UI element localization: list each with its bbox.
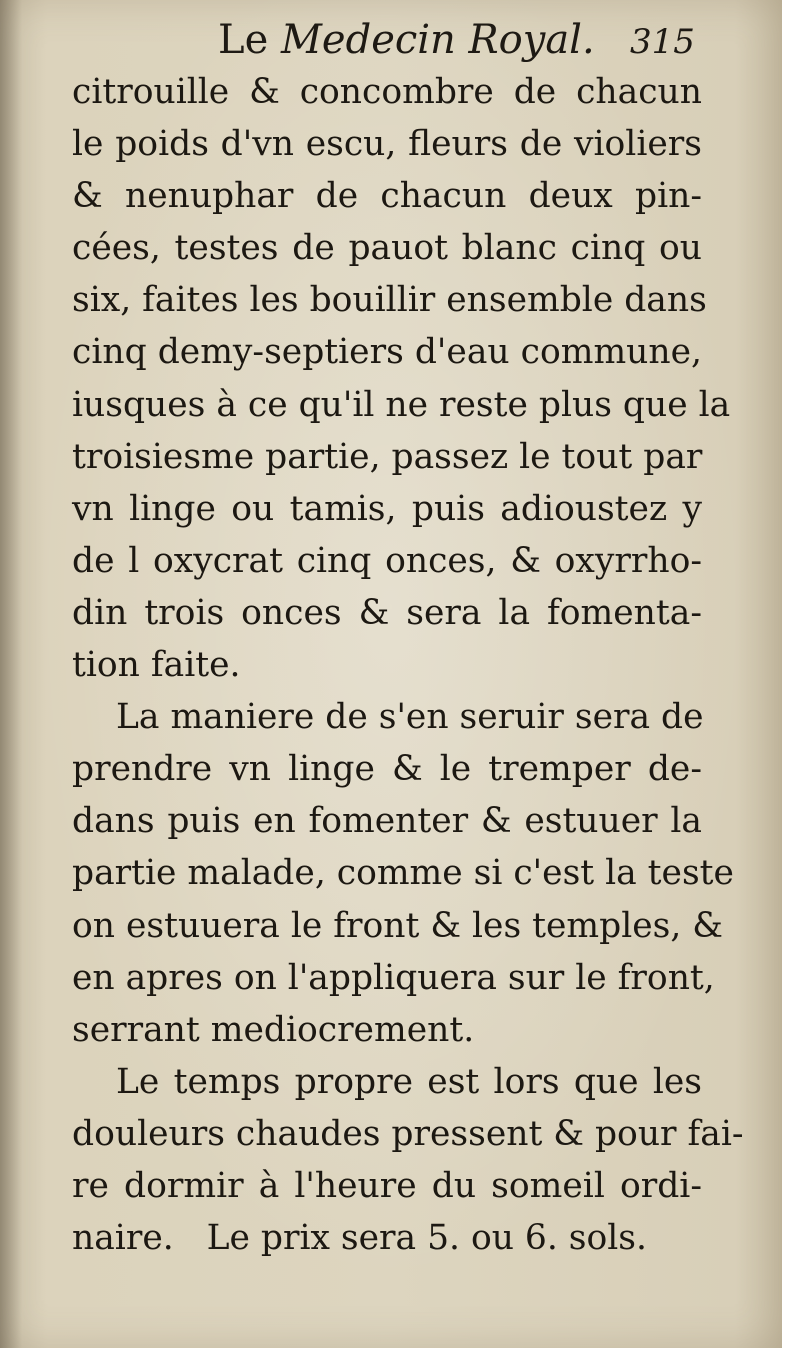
paragraph-recipe [72,66,731,691]
text-line: & nenuphar de chacun deux pin- [72,176,702,217]
text-line: le poids d'vn escu, fleurs de violiers [72,124,702,165]
text-line: partie malade, comme si c'est la teste [72,853,734,894]
text-line: Le temps propre est lors que les [116,1061,702,1102]
text-line: de l oxycrat cinq onces, & oxyrrho- [72,540,702,581]
text-line: citrouille & concombre de chacun [72,72,702,112]
text-line: on estuuera le front & les temples, & [72,905,724,946]
text-line: en apres on l'appliquera sur le front, [72,957,715,998]
text-line: douleurs chaudes pressent & pour fai- [72,1113,744,1154]
page-header [0,14,782,66]
text-line: prendre vn linge & le tremper de- [72,749,702,790]
text-line: tion faite. [72,645,241,686]
running-title-italic: Medecin Royal. [280,17,595,63]
text-line: iusques à ce qu'il ne reste plus que la [72,384,731,425]
running-title [218,14,595,66]
text-line: re dormir à l'heure du someil ordi- [72,1165,702,1206]
text-line: cinq demy-septiers d'eau commune, [72,332,702,373]
body-text [72,66,744,1264]
paragraph-timing [72,1056,744,1264]
page-number: 315 [630,22,695,62]
text-line: dans puis en fomenter & estuuer la [72,801,702,842]
text-line: six, faites les bouillir ensemble dans [72,280,707,321]
text-line: troisiesme partie, passez le tout par [72,436,703,477]
text-line: cées, testes de pauot blanc cinq ou [72,228,702,269]
text-line: din trois onces & sera la fomenta- [72,592,702,633]
text-line: vn linge ou tamis, puis adioustez y [72,488,702,529]
text-line: La maniere de s'en seruir sera de [116,697,704,738]
text-line: serrant mediocrement. [72,1009,475,1050]
running-title-prefix: Le [218,17,281,63]
text-line: naire. Le prix sera 5. ou 6. sols. [72,1218,647,1259]
paragraph-usage [72,691,734,1056]
